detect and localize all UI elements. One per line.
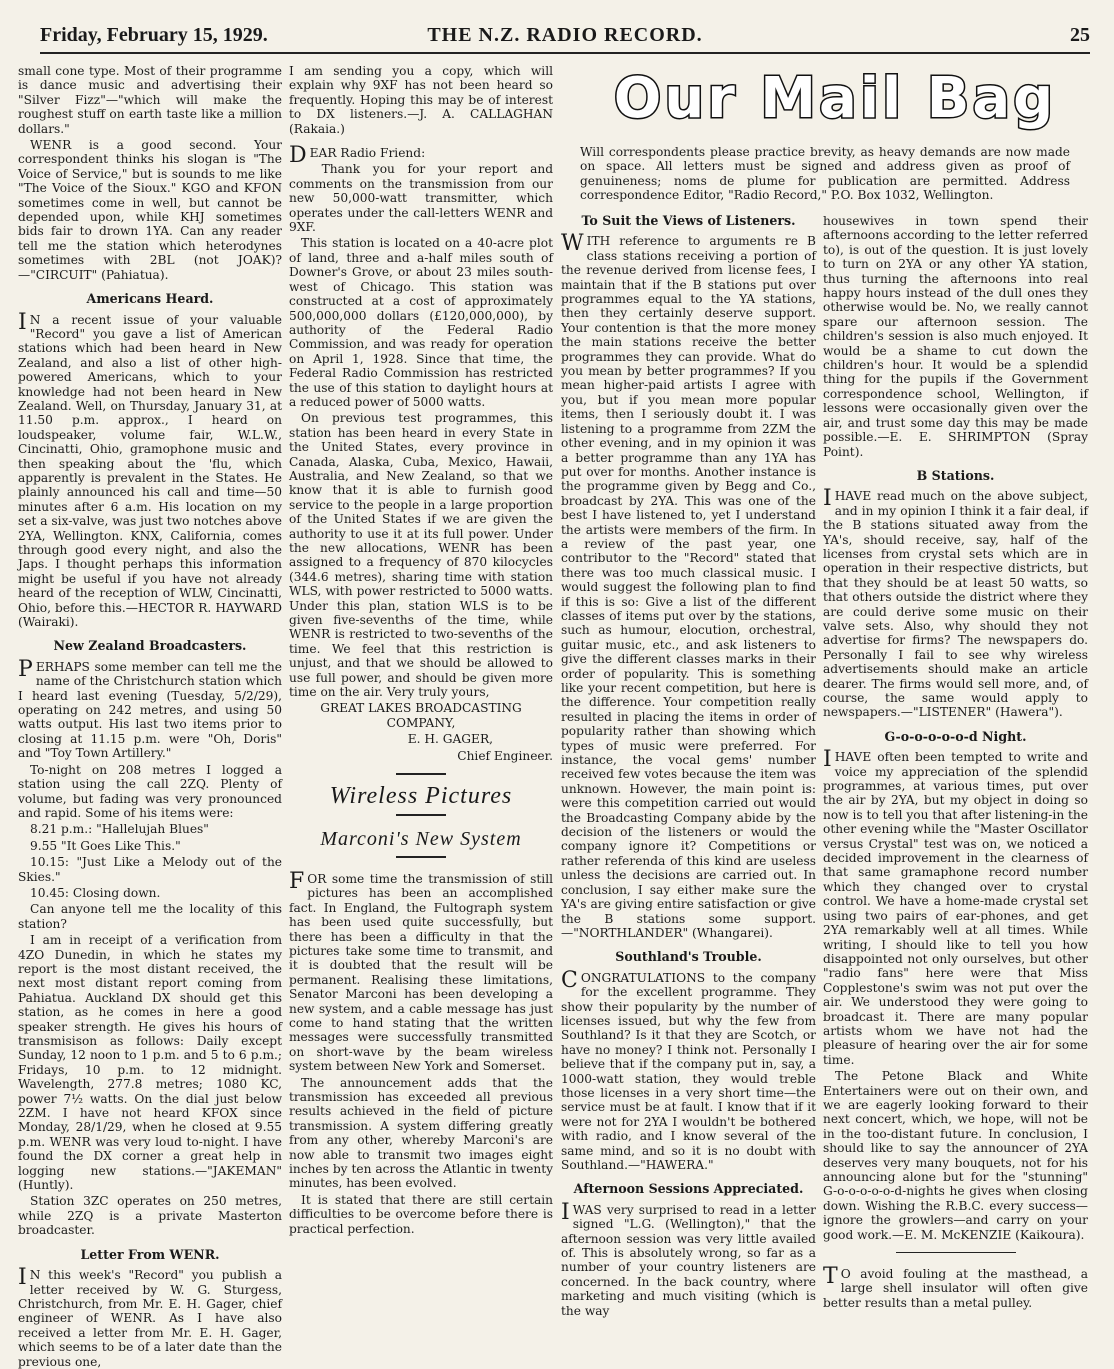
- paragraph: IN a recent issue of your valuable "Record" you gave a list of American stations which had been heard in New Zealand, and also a list of other high-powered Americans, which to your knowledge had not been heard in New Zealand. Well, on Thursday, January 31, at 11.50 p.m. approx., I heard on loudspeaker, volume fair, W.L.W., Cincinatti, Ohio, gramophone music and then speaking about the 'flu, which apparently is prevalent in the States. He plainly announced his call and time—50 minutes after 6 a.m. His location on my set a six-valve, was just two notches above 2YA, Wellington. KNX, California, comes through good every night, and also the Japs. I thought perhaps this information might be useful if you have not already heard of the reception of WLW, Cincinatti, Ohio, before this.—HECTOR R. HAYWARD (Wairaki).: [18, 309, 282, 630]
- section-heading: Southland's Trouble.: [615, 949, 762, 965]
- paragraph: Can anyone tell me the locality of this station?: [18, 902, 282, 931]
- section-heading: Americans Heard.: [86, 291, 214, 307]
- section-heading: Letter From WENR.: [80, 1246, 220, 1262]
- paragraph: The announcement adds that the transmission has exceeded all previous results achieved in the field of picture transmission. A system differing greatly from any other, whereby Marconi's are now able to transmit two images eight inches by ten across the Atlantic in twenty minutes, has been evolved.: [289, 1075, 553, 1191]
- signature-line: Chief Engineer.: [457, 748, 553, 763]
- paragraph: This station is located on a 40-acre plot of land, three and a-half miles south of Downer's Grove, or about 23 miles south-west of Chicago. This station was constructed at a cost of approximately 500,000,000 dollars (£120,000,000), by authority of the Federal Radio Commission, and was ready for operation on April 1, 1928. Since that time, the Federal Radio Commission has restricted the use of this station to daylight hours at a reduced power of 5000 watts.: [289, 236, 553, 409]
- divider: [396, 773, 446, 775]
- list-item: 10.15: "Just Like a Melody out of the Skies.": [18, 855, 282, 884]
- paragraph: WITH reference to arguments re B class stations receiving a portion of the revenue derived from license fees, I maintain that if the B stations put over programmes equal to the YA stations, then they certainly deserve support. Your contention is that the more money the main stations receive the better programmes they can provide. What do you mean by better programmes? If you mean higher-paid artists I agree with you, but if you mean more popular items, then I seriously doubt it. I was listening to a programme from 2ZM the other evening, and in my opinion it was a better programme than any 1YA has put over for months. Another instance is the programme given by Begg and Co., broadcast by 2YA. This was one of the best I have listened to, yet I understand the artists were members of the firm. In a review of the past year, one contributor to the "Record" stated that there was too much classical music. I would suggest the following plan to find if this is so: Give a list of the different classes of items put over by the stations, such as humour, elocution, orchestral, guitar music, etc., and ask listeners to give the different classes marks in their order of popularity. This is something like your recent competition, but here is the difference. Your competition really resulted in placing the items in order of popularity rather than showing which types of music were preferred. For instance, the vocal gems' number received few votes because the item was unknown. However, the main point is: were this competition carried out would the Broadcasting Company abide by the decision of the listeners or would the company ignore it? Competitions or rather referenda of this kind are useless unless the decisions are carried out. In conclusion, I say either make sure the YA's are giving entire satisfaction or give the B stations some support.—"NORTHLANDER" (Whangarei).: [561, 231, 816, 940]
- paragraph: It is stated that there are still certain difficulties to be overcome before there is practical perfection.: [289, 1192, 553, 1236]
- paragraph: I am sending you a copy, which will explain why 9XF has not been heard so frequently. Hoping this may be of interest to DX listeners.—J. A. CALLAGHAN (Rakaia.): [289, 64, 553, 136]
- column-3: [561, 214, 816, 1354]
- section-heading: New Zealand Broadcasters.: [53, 638, 247, 654]
- signature-line: GREAT LAKES BROADCASTING COMPANY,: [320, 701, 522, 730]
- header-date: Friday, February 15, 1929.: [40, 24, 268, 46]
- paragraph: PERHAPS some member can tell me the name of the Christchurch station which I heard last evening (Tuesday, 5/2/29), operating on 242 metres, and using 50 watts output. His last two items prior to closing at 11.15 p.m. were "Oh, Doris" and "Toy Town Artillery.": [18, 656, 282, 761]
- paragraph: To-night on 208 metres I logged a station using the call 2ZQ. Plenty of volume, but fading was very pronounced and rapid. Some of his items were:: [18, 762, 282, 820]
- section-heading: B Stations.: [916, 467, 995, 483]
- paragraph: IHAVE often been tempted to write and voice my appreciation of the splendid programmes, at various times, put over the air by 2YA, but my object in doing so now is to tell you that after listening-in the other evening while the "Master Oscillator versus Crystal" test was on, we noticed a decided improvement in the clearness of that same gramaphone record number which they changed over to crystal control. We have a home-made crystal set using two pairs of ear-phones, and get 2YA remarkably well at all times. While writing, I should like to tell you how disappointed not only ourselves, but other "radio fans" here were that Miss Copplestone's swim was not put over the air. We understood they were going to broadcast it. There are many popular artists whom we have not had the pleasure of hearing over the air for some time.: [823, 747, 1088, 1067]
- masthead-intro: Will correspondents please practice brevity, as heavy demands are now made on space. All letters must be signed and address given as proof of genuineness; noms de plume for publication are permitted. Address correspondence Editor, "Radio Record," P.O. Box 1032, Wellington.: [580, 145, 1070, 203]
- divider: [896, 1252, 1016, 1253]
- paragraph: Station 3ZC operates on 250 metres, while 2ZQ is a private Masterton broadcaster.: [18, 1194, 282, 1238]
- list-item: 9.55 "It Goes Like This.": [30, 838, 181, 853]
- signature-line: E. H. GAGER,: [407, 732, 493, 747]
- paragraph: IN this week's "Record" you publish a letter received by W. G. Sturgess, Christchurch, from Mr. E. H. Gager, chief engineer of WENR. As I have also received a letter from Mr. E. H. Gager, which seems to be of a later date than the previous one,: [18, 1265, 282, 1369]
- divider: [396, 856, 446, 858]
- list-item: 8.21 p.m.: "Hallelujah Blues": [30, 822, 209, 837]
- article-title: Wireless Pictures: [329, 783, 513, 810]
- section-heading: Afternoon Sessions Appreciated.: [573, 1181, 804, 1197]
- article-subtitle: Marconi's New System: [320, 827, 522, 850]
- paragraph: housewives in town spend their afternoons according to the letter referred to), is out of the question. It is just lovely to turn on 2YA or any other YA station, thus turning the afternoons into real happy hours instead of the dull ones they otherwise would be. No, we really cannot spare our afternoon session. The children's session is also much enjoyed. It would be a shame to cut down the children's hour. It would be a splendid thing for the pupils if the Government correspondence school, Wellington, if lessons were occasionally given over the air, and trust some day this may be made possible.—E. E. SHRIMPTON (Spray Point).: [823, 214, 1088, 459]
- masthead: Our Mail Bag: [613, 66, 1057, 131]
- column-4: [823, 214, 1088, 1354]
- section-heading: G-o-o-o-o-o-d Night.: [884, 728, 1027, 744]
- section-heading: To Suit the Views of Listeners.: [581, 213, 796, 228]
- paragraph: FOR some time the transmission of still pictures has been an accomplished fact. In England, the Fultograph system has been used quite successfully, but there has been a difficulty in that the pictures take some time to transmit, and it is doubted that the result will be permanent. Realising these limitations, Senator Marconi has been developing a new system, and a cable message has just come to hand stating that the written messages were successfully transmitted on short-wave by the beam wireless system between New York and Somerset.: [289, 868, 553, 1074]
- paragraph: I am in receipt of a verification from 4ZO Dunedin, in which he states my report is the most distant received, the next most distant report coming from Pahiatua. Auckland DX should get this station, as he comes in here a good speaker strength. He gives his hours of transmisison as follows: Daily except Sunday, 12 noon to 1 p.m. and 5 to 6 p.m.; Fridays, 10 p.m. to 12 midnight. Wavelength, 277.8 metres; 1080 KC, power 7½ watts. On the dial just below 2ZM. I have not heard KFOX since Monday, 28/1/29, when he closed at 9.55 p.m. WENR was very loud to-night. I have found the DX corner a great help in logging new stations.—"JAKEMAN" (Huntly).: [18, 933, 282, 1193]
- page-header: [40, 22, 1090, 54]
- paragraph: small cone type. Most of their programme is dance music and advertising their "Silver Fizz"—"which will make the roughest stuff on earth taste like a million dollars.": [18, 64, 282, 136]
- header-title: THE N.Z. RADIO RECORD.: [427, 24, 703, 46]
- paragraph: WENR is a good second. Your correspondent thinks his slogan is "The Voice of Service," but is sounds to me like "The Voice of the Sioux." KGO and KFON sometimes come in well, but cannot be depended upon, while KHJ sometimes bids fair to drown 1YA. Can any reader tell me the station which heterodynes sometimes with 2BL (not JOAK)?—"CIRCUIT" (Pahiatua).: [18, 138, 282, 282]
- paragraph: IHAVE read much on the above subject, and in my opinion I think it a fair deal, if the B stations situated away from the YA's, should receive, say, half of the licenses from crystal sets which are in operation in their respective districts, but that they should be at least 50 watts, so that others outside the district where they are could derive some music on their valve sets. Also, why should they not advertise for firms? The newspapers do. Personally I fail to see why wireless advertisements should make an article dearer. The firms would sell more, and, of course, the same would apply to newspapers.—"LISTENER" (Hawera").: [823, 486, 1088, 720]
- notice-paragraph: TO avoid fouling at the masthead, a large shell insulator will often give better results than a metal pulley.: [823, 1264, 1088, 1310]
- paragraph: The Petone Black and White Entertainers were out on their own, and we are eagerly looking forward to their next concert, which, we hope, will not be in the too-distant future. In conclusion, I should like to say the announcer of 2YA deserves very many bouquets, not for his announcing alone but for the "stunning" G-o-o-o-o-o-d-nights he gives when closing down. Wishing the R.B.C. every success—ignore the growlers—and carry on your good work.—E. M. McKENZIE (Kaikoura).: [823, 1069, 1088, 1242]
- letter-salutation: DEAR Radio Friend:: [289, 143, 426, 169]
- header-page-number: 25: [1070, 24, 1090, 46]
- paragraph: IWAS very surprised to read in a letter signed "L.G. (Wellington)," that the afternoon session was very little availed of. This is absolutely wrong, so far as a number of your country listeners are concerned. In the back country, where marketing and much visiting (which is the way: [561, 1199, 816, 1318]
- column-1: [18, 64, 282, 1369]
- paragraph: CONGRATULATIONS to the company for the excellent programme. They show their popularity by the number of licenses issued, but why the few from Southland? Is it that they are Scotch, or have no money? I think not. Personally I believe that if the company put in, say, a 1000-watt station, they would treble those licenses in a very short time—the service must be at fault. I know that if it were not for 2YA I wouldn't be bothered with radio, and I know several of the same mind, and so it is no doubt with Southland.—"HAWERA.": [561, 967, 816, 1172]
- paragraph: Thank you for your report and comments on the transmission from our new 50,000-watt transmitter, which operates under the call-letters WENR and 9XF.: [289, 162, 553, 235]
- paragraph: On previous test programmes, this station has been heard in every State in the United States, every province in Canada, Alaska, Cuba, Mexico, Hawaii, Australia, and New Zealand, so that we know that it is able to furnish good service to the people in a large proportion of the United States if we are given the authority to use it at its full power. Under the new allocations, WENR has been assigned to a frequency of 870 kilocycles (344.6 metres), sharing time with station WLS, with power restricted to 5000 watts. Under this plan, station WLS is to be given five-sevenths of the time, while WENR is restricted to two-sevenths of the time. We feel that this restriction is unjust, and that we should be allowed to use full power, and should be given more time on the air. Very truly yours,: [289, 411, 553, 700]
- divider: [396, 814, 446, 816]
- list-item: 10.45: Closing down.: [30, 885, 161, 900]
- column-2: [289, 64, 553, 1354]
